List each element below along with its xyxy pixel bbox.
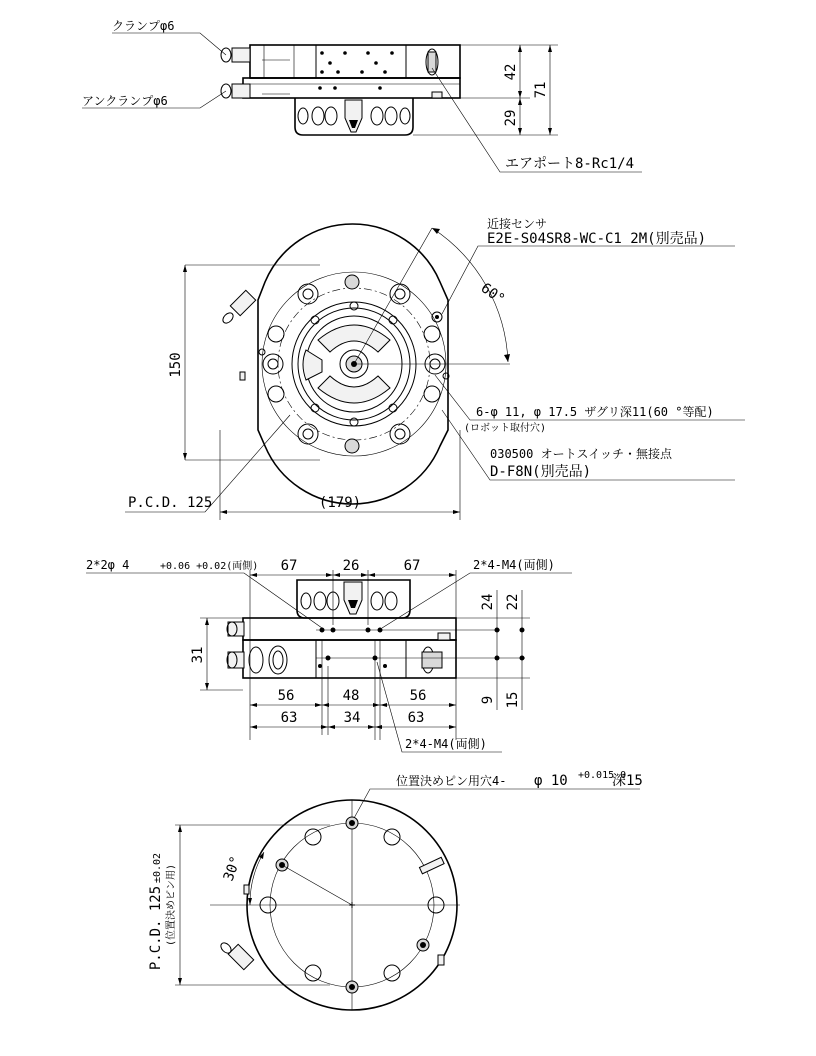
dim-26: 26 <box>342 558 360 574</box>
side-view-top <box>82 19 642 172</box>
m4-bottom-label: 2*4-M4(両側) <box>405 737 487 751</box>
locating-pin-depth: 深15 <box>612 773 643 789</box>
unclamp-port-label: アンクランプφ6 <box>82 94 168 108</box>
pcd-bottom-label: P.C.D. 125 <box>148 885 164 971</box>
dim-56a: 56 <box>277 688 295 704</box>
sensor-model: E2E-S04SR8-WC-C1 2M(別売品) <box>487 231 707 247</box>
air-fitting-bottom-icon <box>219 941 254 970</box>
locating-pin-tol: +0.015 0 <box>578 770 627 781</box>
dim-67b: 67 <box>403 558 421 574</box>
dim-29: 29 <box>503 109 519 127</box>
mount-holes-note: (ロボット取付穴) <box>464 423 547 434</box>
front-view-flange <box>125 216 745 520</box>
auto-switch-label: 030500 オートスイッチ・無接点 <box>490 447 672 461</box>
dim-15: 15 <box>505 691 521 709</box>
dim-63b: 63 <box>407 710 425 726</box>
dim-31: 31 <box>190 646 206 664</box>
dim-9: 9 <box>480 695 496 705</box>
air-port-label: エアポート8-Rc1/4 <box>505 156 635 172</box>
pin-holes-label: 2*2φ 4 <box>86 558 130 572</box>
pin-holes-tol: +0.06 +0.02(両側) <box>160 561 259 572</box>
dim-179: (179) <box>318 495 362 511</box>
dim-56b: 56 <box>409 688 427 704</box>
dim-22: 22 <box>505 593 521 611</box>
m4-top-label: 2*4-M4(両側) <box>473 558 555 572</box>
dim-42: 42 <box>503 63 519 81</box>
clamp-port-label: クランプφ6 <box>112 19 175 33</box>
dim-71: 71 <box>533 81 549 99</box>
pcd-bottom-note: (位置決めピン用) <box>166 863 177 947</box>
dim-34: 34 <box>343 710 361 726</box>
mount-holes-label: 6-φ 11, φ 17.5 ザグリ深11(60 °等配) <box>476 405 714 419</box>
locating-pin-label: 位置決めピン用穴4- <box>396 774 507 788</box>
angle-30: 30° <box>220 854 245 884</box>
locating-pin-size: φ 10 <box>534 773 568 789</box>
angle-60: 60° <box>477 280 508 308</box>
bottom-view-flange <box>148 770 643 1010</box>
dim-48: 48 <box>342 688 360 704</box>
pcd-label: P.C.D. 125 <box>128 495 213 511</box>
dim-67a: 67 <box>280 558 298 574</box>
air-fitting-icon <box>221 290 256 325</box>
pcd-bottom-tol: ±0.02 <box>152 852 163 884</box>
dim-24: 24 <box>480 593 496 611</box>
dim-150: 150 <box>168 352 184 378</box>
sensor-title: 近接センサ <box>487 217 548 231</box>
auto-switch-model: D-F8N(別売品) <box>490 464 592 480</box>
dim-63a: 63 <box>280 710 298 726</box>
side-view-dimensioned <box>86 558 572 752</box>
